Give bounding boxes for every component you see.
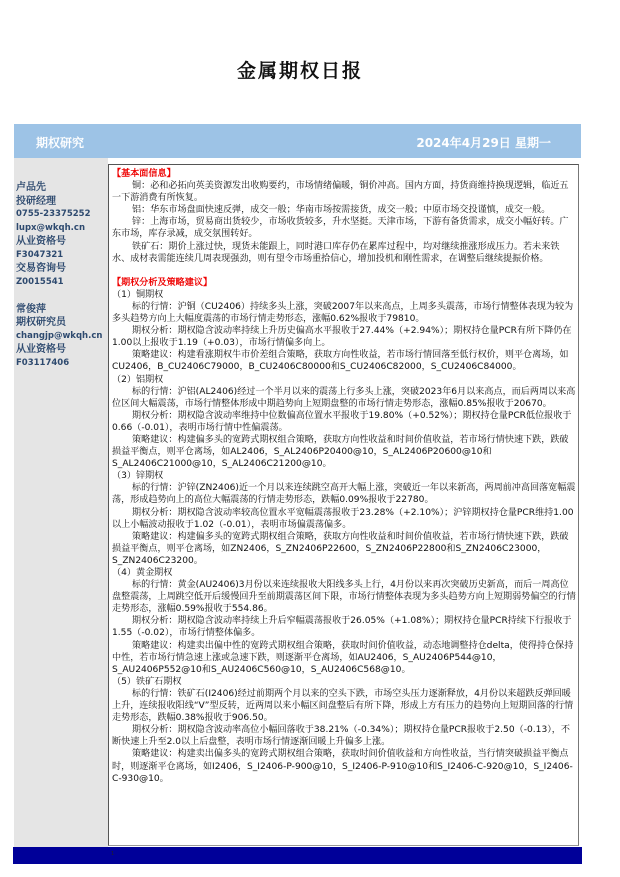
fundamental-paragraph: 铜：必和必拓向英美资源发出收购要约，市场情绪偏暖，铜价冲高。国内方面，持货商维持换现逻辑，临近五一下游消费有所恢复。: [112, 181, 569, 204]
analyst-email[interactable]: lupx@wkqh.cn: [16, 222, 85, 233]
page-number: 1: [111, 851, 115, 857]
section-title-gold: （4）黄金期权: [112, 568, 173, 578]
section-paragraph: 期权分析：期权隐含波动率维持中位数偏高位置水平报收于19.80%（+0.52%）；期权持仓量PCR低位报收于0.66（-0.01），表明市场行情中性偏震荡。: [112, 410, 572, 433]
section-paragraph: 期权分析：期权隐含波动率较高位置水平宽幅震荡报收于23.28%（+2.10%）；沪锌期权持仓量PCR维持1.00以上小幅波动报收于1.02（-0.01），表明市场偏震荡偏多。: [112, 507, 574, 530]
consult-number: Z0015541: [16, 276, 64, 287]
section-paragraph: 期权分析：期权隐含波动率持续上升历史偏高水平报收于27.44%（+2.94%）；期权持仓量PCR有所下降仍在1.00以上报收于1.19（+0.03），市场行情偏多向上。: [112, 326, 572, 349]
section-paragraph: 标的行情：沪铝(AL2406)经过一个半月以来的震荡上行多头上涨，突破2023年6月以来高点，而后两周以来高位区间大幅震荡，市场行情整体形成中期趋势向上短期盘整的市场行情走势形态，涨幅0.85%报收于20670。: [112, 386, 576, 409]
section-paragraph: 标的行情：沪锌(ZN2406)近一个月以来连续跳空高开大幅上涨，突破近一年以来新高，两周前冲高回落宽幅震荡，形成趋势向上的高位大幅震荡的行情走势形态，跌幅0.09%报收于22780。: [112, 483, 576, 506]
cert-label: 从业资格号: [16, 344, 66, 355]
cert-label: 从业资格号: [16, 236, 66, 247]
consult-label: 交易咨询号: [16, 263, 66, 274]
report-content-box: [108, 164, 579, 846]
section-paragraph: 策略建议：构建看涨期权牛市价差组合策略，获取方向性收益，若市场行情回落至低行权价，则平仓离场，如CU2406，B_CU2406C79000，B_CU2406C80000和S_CU2406C82000，S_CU2406C84000。: [112, 350, 569, 373]
analyst-name: 常俊萍: [16, 303, 46, 315]
section-title-aluminum: （2）铝期权: [112, 374, 164, 385]
section-label: 期权研究: [36, 136, 85, 150]
section-title-zinc: （3）锌期权: [112, 471, 164, 482]
strategy-heading: 【期权分析及策略建议】: [112, 277, 213, 288]
section-title-iron-ore: （5）铁矿石期权: [112, 676, 182, 687]
header-banner: [14, 124, 581, 158]
footer-bar: [13, 847, 582, 864]
cert-number: F3047321: [16, 249, 64, 260]
section-paragraph: 策略建议：构建卖出偏多头的宽跨式期权组合策略，获取时间价值收益和方向性收益，当行情突破损益平衡点时，则逐渐平仓离场，如I2406，S_I2406-P-900@10，S_I2406-P-910@10和S_I2406-C-920@10，S_I2406-C-930@10。: [112, 749, 573, 784]
section-title-copper: （1）铜期权: [112, 289, 164, 300]
fundamental-paragraph: 铁矿石：期价上涨过快，现货未能跟上，同时港口库存仍在累库过程中，均对继续推涨形成压力。若未来铁水、成材表需能连续几周表现强劲，则有望令市场重拾信心，增加投机和刚性需求，在调整后继续提振价格。: [112, 241, 560, 264]
cert-number: F03117406: [16, 357, 70, 368]
report-date: 2024年4月29日 星期一: [416, 136, 551, 150]
analyst-phone: 0755-23375252: [16, 209, 91, 219]
section-paragraph: 期权分析：期权隐含波动率持续上升后窄幅震荡报收于26.05%（+1.08%）；期权持仓量PCR持续下行报收于1.55（-0.02），市场行情整体偏多。: [112, 616, 572, 639]
fundamental-paragraph: 铝：华东市场盘面快速反弹，成交一般；华南市场按需接货，成交一般；中原市场交投谨慎，成交一般。: [132, 205, 551, 216]
analyst-email[interactable]: changjp@wkqh.cn: [16, 330, 103, 341]
section-paragraph: 策略建议：构建偏多头的宽跨式期权组合策略，获取方向性收益和时间价值收益，若市场行情快速下跌，跌破损益平衡点，则平仓离场，如AL2406，S_AL2406P20400@10，S_AL2406P20600@10和S_AL2406C21000@10，S_AL2406C21200@10。: [112, 434, 569, 470]
report-title: 金属期权日报: [236, 60, 363, 82]
fundamentals-heading: 【基本面信息】: [112, 169, 176, 179]
analyst-role: 投研经理: [16, 195, 56, 207]
analyst-name: 卢品先: [16, 182, 46, 193]
section-paragraph: 策略建议：构建卖出偏中性的宽跨式期权组合策略，获取时间价值收益，动态地调整持仓delta，使得持仓保持中性，若市场行情急速上涨或急速下跌，则逐渐平仓离场，如AU2406，S_AU2406P544@10，S_AU2406P552@10和S_AU2406C560@10，S_AU2406C568@10。: [112, 640, 574, 675]
section-paragraph: 标的行情：铁矿石(I2406)经过前期两个月以来的空头下跌，市场空头压力逐渐释放，4月份以来超跌反弹回暖上升，连续报收阳线“V”型反转，近两周以来小幅区间盘整后有所下降，形成上方有压力的趋势向上短期回落的行情走势形态，跌幅0.38%报收于906.50。: [112, 688, 574, 724]
section-paragraph: 期权分析：期权隐含波动率高位小幅回落收于38.21%（-0.34%）；期权持仓量PCR报收于2.50（-0.13），不断快速上升至2.0以上后盘整，表明市场行情逐渐回暖上升偏多上涨。: [112, 725, 570, 748]
section-paragraph: 标的行情：黄金(AU2406)3月份以来连续报收大阳线多头上行，4月份以来再次突破历史新高，而后一周高位盘整震荡，上周跳空低开后缓慢回升至前期震荡区间下限，市场行情整体表现为多头趋势方向上短期弱势偏空的行情走势形态，涨幅0.59%报收于554.86。: [112, 580, 576, 615]
analyst-sidebar: [14, 158, 108, 848]
section-paragraph: 策略建议：构建偏多头的宽跨式期权组合策略，获取方向性收益和时间价值收益，若市场行情快速下跌，跌破损益平衡点，则平仓离场，如ZN2406，S_ZN2406P22600，S_ZN2406P22800和S_ZN2406C23000，S_ZN2406C23200。: [112, 531, 569, 566]
section-paragraph: 标的行情：沪铜（CU2406）持续多头上涨，突破2007年以来高点，上周多头震荡，市场行情整体表现为较为多头趋势方向上大幅度震荡的市场行情走势形态，涨幅0.62%报收于79810。: [112, 301, 574, 325]
analyst-role: 期权研究员: [16, 317, 66, 328]
fundamental-paragraph: 锌：上海市场，贸易商出货较少，市场收货较多，升水坚挺。天津市场，下游有备货需求，成交小幅好转。广东市场，库存录减，成交氛围转好。: [112, 217, 569, 240]
